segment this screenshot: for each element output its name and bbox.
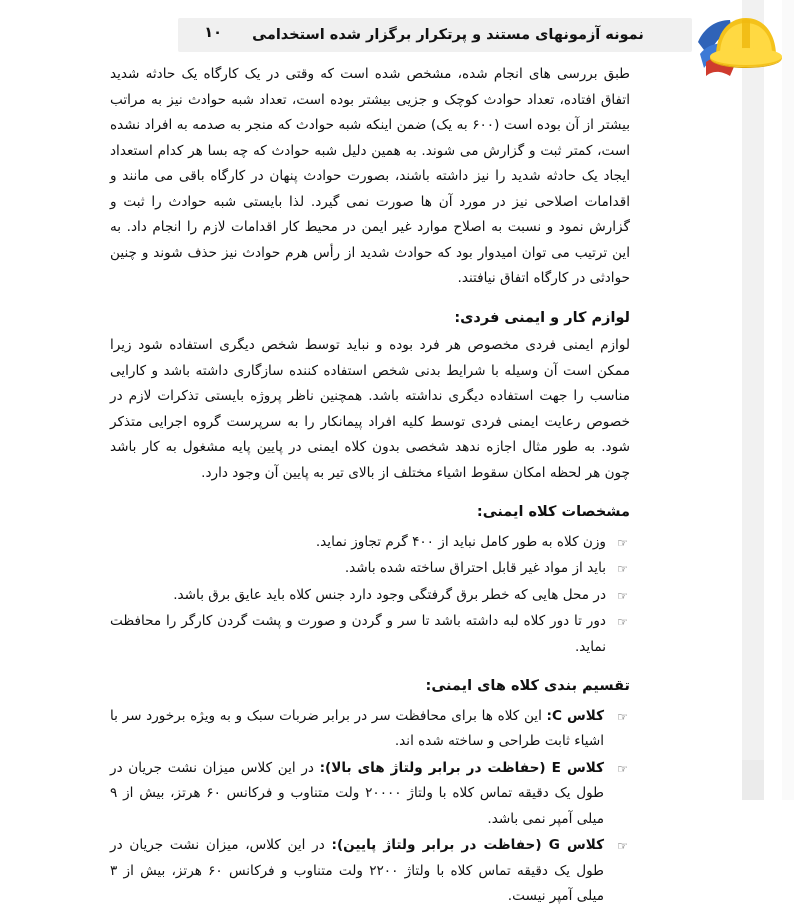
page-number: ۱۰: [204, 25, 222, 41]
rail-bottom-block: [742, 760, 764, 800]
bullet-pointer-icon: ☞: [617, 588, 628, 603]
list-item: [110, 833, 630, 910]
list-item-text: باید از مواد غیر قابل احتراق ساخته شده باشد.: [344, 560, 606, 576]
page-header: [18, 18, 692, 56]
list-item: [110, 556, 630, 582]
list-item: [110, 609, 630, 660]
list-item-text: وزن کلاه به طور کامل نباید از ۴۰۰ گرم تجاوز نماید.: [315, 533, 606, 550]
list-item: [110, 704, 630, 755]
section-heading-helmet-specs: مشخصات کلاه ایمنی:: [476, 504, 630, 520]
bullet-pointer-icon: ☞: [617, 839, 628, 853]
list-item-text: دور تا دور کلاه لبه داشته باشد تا سر و گردن و صورت و پشت گردن کارگر را محافظت نماید.: [110, 613, 606, 655]
bullet-pointer-icon: ☞: [617, 615, 628, 629]
section-heading-helmet-classes: تقسیم بندی کلاه های ایمنی:: [425, 678, 630, 694]
page-title: نمونه آزمونهای مستند و پرتکرار برگزار شده استخدامی: [252, 27, 644, 43]
list-item: [110, 756, 630, 833]
page-side-rail: [628, 0, 800, 800]
helmet-specs-list: [110, 530, 630, 661]
bullet-pointer-icon: ☞: [617, 562, 628, 576]
paragraph-2: لوازم ایمنی فردی مخصوص هر فرد بوده و نباید توسط شخص دیگری استفاده شود زیرا ممکن است آن وسیله با شرایط بدنی شخص استفاده کننده سازگاری داشته باشد و کارایی مناسب را جهت استفاده دیگری نداشته باشد. همچنین ناظر پروژه بایستی تذکرات لازم در خصوص رعایت ایمنی فردی توسط کلیه افراد پیمانکار را به سرپرست گروه اجرایی متذکر شود. به طور مثال اجازه ندهد شخصی بدون کلاه ایمنی در پایین پایه مشغول به کار باشد چون هر لحظه امکان سقوط اشیاء مختلف از بالای تیر به پایین آن وجود دارد.: [110, 337, 630, 481]
document-body: [110, 62, 630, 911]
class-text: در این کلاس میزان نشت جریان در طول یک دقیقه تماس کلاه با ولتاژ ۲۰۰۰۰ ولت متناوب و فرکانس ۶۰ هرتز، بیش از ۹ میلی آمپر نمی باشد.: [110, 759, 604, 827]
rail-band-outer: [782, 0, 794, 800]
paragraph-1: طبق بررسی های انجام شده، مشخص شده است که وقتی در یک کارگاه یک حادثه شدید اتفاق افتاده، تعداد حوادث کوچک و جزیی بیشتر بوده است، تعداد شبه حوادث نیز به مراتب بیشتر از آن بوده است (۶۰۰ به یک) ضمن اینکه شبه حوادث که منجر به صدمه به افراد نشده است، کمتر ثبت و گزارش می شوند. به همین دلیل شبه حوادث که چه بسا هر کدام استعداد ایجاد یک حادثه شدید را نیز داشته باشند، بصورت حوادث پنهان در کارگاه باقی می مانند و اقدامات اصلاحی نیز در مورد آن ها صورت نمی گیرد. لذا بایستی شبه حوادث را ثبت و گزارش نمود و نسبت به اصلاح موارد غیر ایمن در محیط کار اقدامات لازم را انجام داد. به این ترتیب می توان امیدوار بود که حوادث شدید از رأس هرم حوادث نیز حذف شوند و چنین حوادثی در کارگاه اتفاق نیافتند.: [110, 66, 631, 286]
list-item: [110, 583, 630, 609]
rail-band-inner: [742, 0, 764, 800]
safety-helmet-icon: [690, 2, 786, 80]
class-label: کلاس C:: [546, 707, 605, 724]
class-label: کلاس E (حفاظت در برابر ولتاژ های بالا):: [319, 759, 604, 776]
section-heading-ppe: لوازم کار و ایمنی فردی:: [454, 309, 630, 326]
bullet-pointer-icon: ☞: [617, 709, 628, 724]
class-text: در این کلاس، میزان نشت جریان در طول یک دقیقه تماس کلاه با ولتاژ ۲۲۰۰ ولت متناوب و فرکانس ۶۰ هرتز، بیش از ۳ میلی آمپر نیست.: [110, 837, 604, 904]
helmet-classes-list: [110, 704, 630, 910]
list-item-text: در محل هایی که خطر برق گرفتگی وجود دارد جنس کلاه باید عایق برق باشد.: [173, 586, 606, 603]
class-text: این کلاه ها برای محافظت سر در برابر ضربات سبک و به ویژه برخورد سر با اشیاء ثابت طراحی و ساخته شده اند.: [110, 707, 604, 749]
class-label: کلاس G (حفاظت در برابر ولتاژ پایین):: [331, 837, 605, 853]
bullet-pointer-icon: ☞: [617, 535, 628, 550]
bullet-pointer-icon: ☞: [617, 761, 628, 776]
list-item: [110, 530, 630, 556]
